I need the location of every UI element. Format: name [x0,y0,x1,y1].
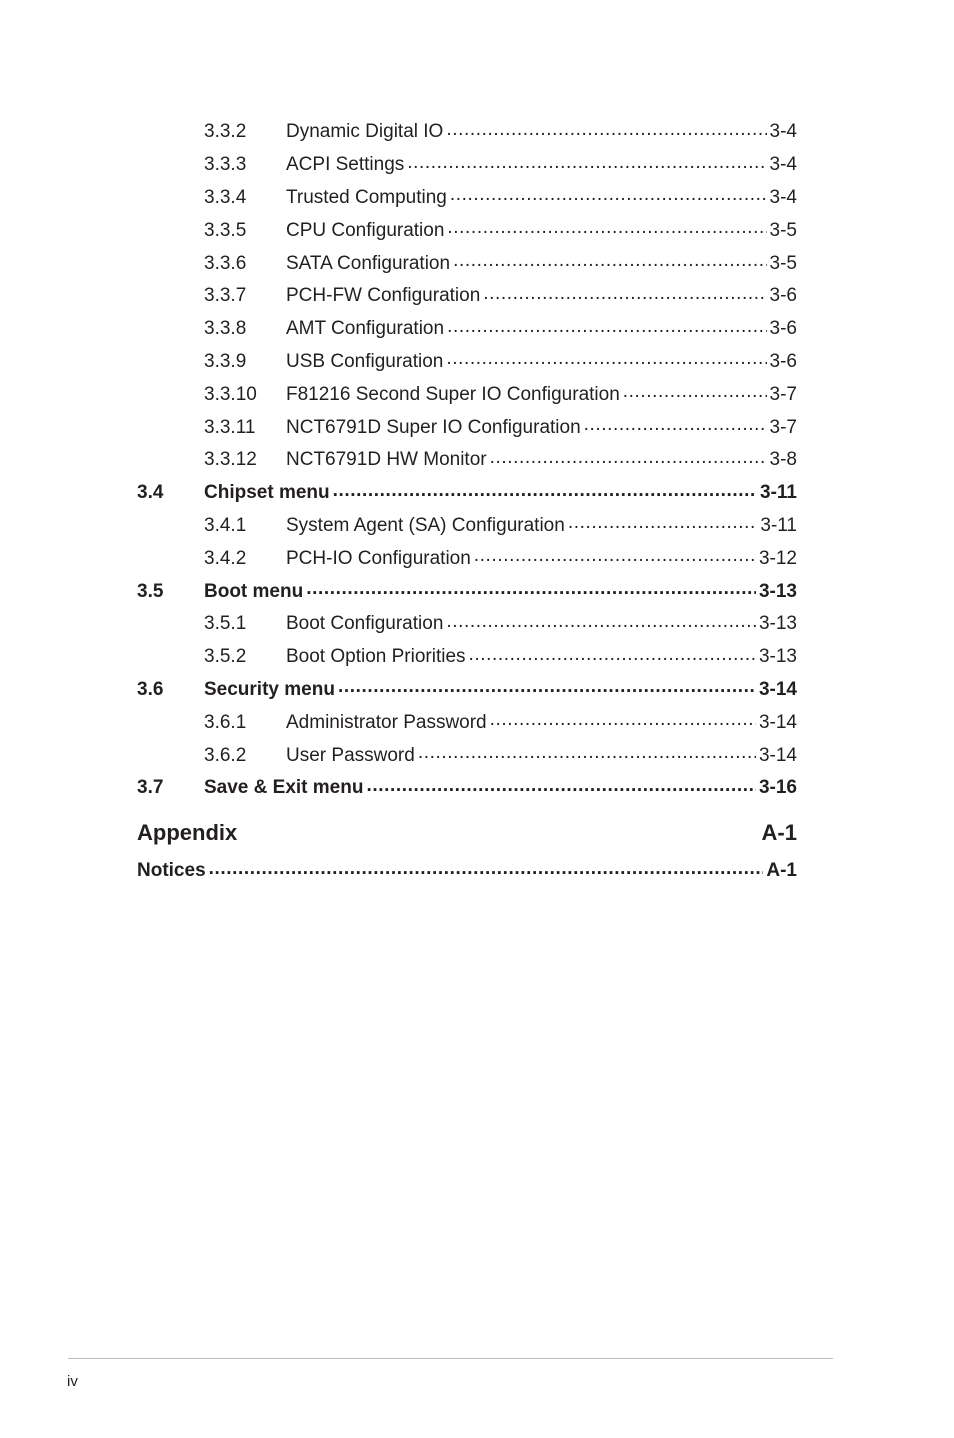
toc-number: 3.4 [137,482,164,504]
toc-subsection-row[interactable] [137,313,797,346]
dot-leader [447,221,766,240]
toc-page: 3-11 [760,514,797,536]
toc-section-row[interactable] [137,477,797,510]
toc-number: 3.5 [137,580,164,602]
toc-title: Trusted Computing [286,186,447,208]
toc-page: 3-6 [769,318,797,340]
dot-leader [366,779,756,798]
toc-title: NCT6791D Super IO Configuration [286,416,581,438]
toc-subsection-row[interactable] [137,608,797,641]
toc-number: 3.4.2 [204,547,247,569]
toc-page: 3-4 [769,186,797,208]
dot-leader [446,615,756,634]
toc-title: Boot Option Priorities [286,646,466,668]
toc-page: 3-6 [769,285,797,307]
dot-leader [568,516,758,535]
toc-title: F81216 Second Super IO Configuration [286,383,620,405]
toc-page: 3-13 [758,613,797,635]
toc-subsection-row[interactable] [137,149,797,182]
toc-title: System Agent (SA) Configuration [286,514,565,536]
dot-leader [338,680,756,699]
toc-title: Boot Configuration [286,613,444,635]
toc-title: USB Configuration [286,350,444,372]
footer-page-number: iv [67,1373,78,1390]
toc-page: 3-7 [769,416,797,438]
toc-section-row[interactable] [137,674,797,707]
toc-page: 3-13 [758,580,797,602]
toc-number: 3.3.12 [204,449,257,471]
dot-leader [584,418,767,437]
dot-leader [209,862,764,881]
toc-subsection-row[interactable] [137,510,797,543]
appendix-title: Appendix [137,820,238,845]
toc-number: 3.3.11 [204,416,256,438]
toc-title: Chipset menu [204,482,330,504]
dot-leader [453,254,766,273]
dot-leader [446,352,766,371]
toc-row-notices[interactable] [137,855,797,888]
toc-number: 3.3.8 [204,318,247,340]
toc-title: NCT6791D HW Monitor [286,449,487,471]
dot-leader [474,549,756,568]
toc-page: 3-4 [769,121,797,143]
dot-leader [623,385,767,404]
dot-leader [446,123,766,142]
toc-title: ACPI Settings [286,154,405,176]
dot-leader [418,746,756,765]
toc-page: 3-13 [758,646,797,668]
toc-title: AMT Configuration [286,318,445,340]
toc-title: Administrator Password [286,711,487,733]
toc-number: 3.3.10 [204,383,257,405]
toc-number: 3.5.1 [204,613,247,635]
toc-subsection-row[interactable] [137,116,797,149]
toc-number: 3.3.6 [204,252,247,274]
notices-entry [137,855,797,888]
toc-subsection-row[interactable] [137,706,797,739]
dot-leader [450,188,767,207]
toc-number: 3.4.1 [204,514,247,536]
dot-leader [483,287,766,306]
toc-number: 3.3.5 [204,219,247,241]
toc-subsection-row[interactable] [137,280,797,313]
toc-page: 3-14 [758,711,797,733]
toc-subsection-row[interactable] [137,739,797,772]
toc-number: 3.7 [137,777,164,799]
toc-title: Notices [137,860,206,882]
toc-section-row[interactable] [137,772,797,805]
toc-subsection-row[interactable] [137,542,797,575]
toc-subsection-row[interactable] [137,641,797,674]
toc-page: 3-5 [769,219,797,241]
appendix-heading [137,820,797,846]
toc-number: 3.3.2 [204,121,247,143]
toc-subsection-row[interactable] [137,378,797,411]
toc-title: Boot menu [204,580,304,602]
footer-divider [68,1358,833,1359]
dot-leader [469,648,756,667]
toc-page: 3-14 [758,744,797,766]
dot-leader [490,451,767,470]
dot-leader [407,156,766,175]
toc-number: 3.3.7 [204,285,247,307]
toc-title: User Password [286,744,415,766]
toc-page: 3-12 [758,547,797,569]
toc-page: 3-11 [760,482,797,504]
toc-section-row[interactable] [137,575,797,608]
appendix-page: A-1 [761,820,797,845]
toc-title: CPU Configuration [286,219,445,241]
toc-subsection-row[interactable] [137,411,797,444]
toc-page: A-1 [766,860,797,882]
toc-title: PCH-IO Configuration [286,547,471,569]
toc-subsection-row[interactable] [137,247,797,280]
toc-number: 3.3.3 [204,154,247,176]
toc-number: 3.6.1 [204,711,247,733]
toc-number: 3.3.4 [204,186,247,208]
toc-page: 3-16 [758,777,797,799]
toc-number: 3.3.9 [204,350,247,372]
toc-subsection-row[interactable] [137,346,797,379]
toc-page: 3-4 [769,154,797,176]
toc-page: 3-6 [769,350,797,372]
toc-title: Dynamic Digital IO [286,121,444,143]
toc-subsection-row[interactable] [137,214,797,247]
toc-page: 3-14 [758,678,797,700]
toc-title: Save & Exit menu [204,777,364,799]
dot-leader [333,484,757,503]
toc-number: 3.6 [137,678,164,700]
toc-subsection-row[interactable] [137,444,797,477]
toc-number: 3.6.2 [204,744,247,766]
dot-leader [447,320,766,339]
toc-title: Security menu [204,678,335,700]
toc-title: PCH-FW Configuration [286,285,481,307]
table-of-contents [137,116,797,805]
toc-title: SATA Configuration [286,252,451,274]
dot-leader [490,713,756,732]
toc-page: 3-7 [769,383,797,405]
dot-leader [306,582,756,601]
toc-page: 3-8 [769,449,797,471]
toc-number: 3.5.2 [204,646,247,668]
toc-page: 3-5 [769,252,797,274]
toc-subsection-row[interactable] [137,182,797,215]
